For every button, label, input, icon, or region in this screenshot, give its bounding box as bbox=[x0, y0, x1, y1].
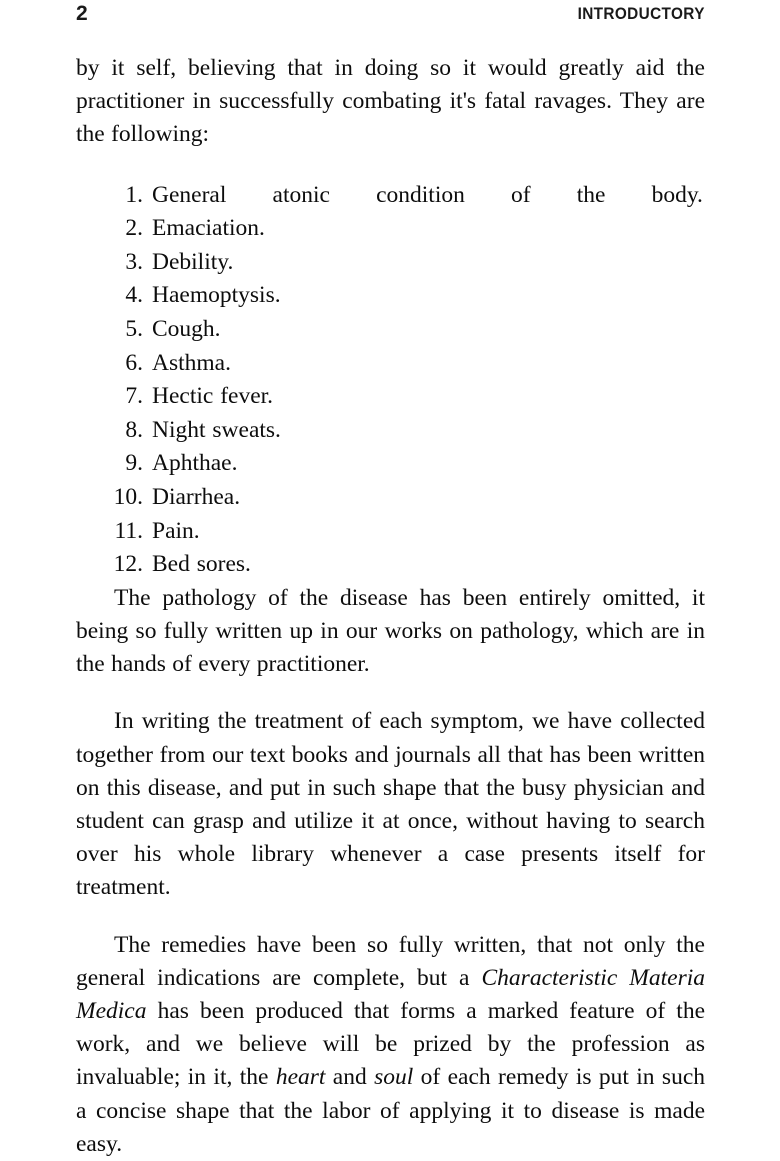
list-item bbox=[76, 447, 705, 481]
list-item bbox=[76, 414, 705, 448]
title-characteristic-materia-medica: Characteristic Materia Medica bbox=[76, 964, 705, 1024]
paragraph-remedies-run-1: The remedies have been so fully written, that not only the general indications are complete, but a bbox=[76, 931, 705, 991]
list-item-text: Aphthae. bbox=[152, 450, 238, 477]
list-item-text bbox=[152, 179, 705, 213]
list-item-text: Diarrhea. bbox=[152, 483, 241, 510]
paragraph-remedies-run-2: has been produced that forms a marked feature of the work, and we believe will be prized by the profession as invaluable; in it, the bbox=[76, 997, 705, 1091]
list-item-text: Asthma. bbox=[152, 349, 231, 376]
list-item-number: 6. bbox=[125, 349, 143, 376]
list-item-text: Hectic fever. bbox=[152, 383, 274, 410]
list-item-number: 9. bbox=[125, 450, 143, 477]
list-item-number: 10. bbox=[113, 483, 143, 510]
paragraph-pathology: The pathology of the disease has been entirely omitted, it being so fully written up in our works on pathology, which are in the hands of every practitioner. bbox=[76, 584, 705, 678]
text-column bbox=[76, 52, 705, 1161]
list-item-number: 5. bbox=[125, 315, 143, 342]
list-item-number: 12. bbox=[113, 551, 143, 578]
list-item-number: 1. bbox=[125, 181, 143, 208]
list-item-word: the bbox=[576, 181, 606, 208]
running-title: INTRODUCTORY bbox=[577, 5, 705, 23]
list-item bbox=[76, 515, 705, 549]
list-item bbox=[76, 212, 705, 246]
list-item-text: Cough. bbox=[152, 315, 221, 342]
list-item-text: Debility. bbox=[152, 248, 234, 275]
list-item bbox=[76, 313, 705, 347]
list-item bbox=[76, 279, 705, 313]
running-head bbox=[76, 2, 705, 28]
list-item-word: atonic bbox=[272, 181, 330, 208]
list-item-word: condition bbox=[376, 181, 465, 208]
list-item-word: General bbox=[152, 181, 227, 208]
emphasis-soul: soul bbox=[374, 1064, 414, 1091]
list-item bbox=[76, 481, 705, 515]
list-item bbox=[76, 548, 705, 582]
emphasis-heart: heart bbox=[275, 1064, 326, 1091]
list-item bbox=[76, 380, 705, 414]
list-item-number: 11. bbox=[114, 517, 143, 544]
list-item bbox=[76, 179, 705, 213]
paragraph-remedies bbox=[76, 929, 705, 1161]
list-item-text: Pain. bbox=[152, 517, 200, 544]
paragraph-continued: by it self, believing that in doing so it would greatly aid the practitioner in successfully combating it's fatal ravages. They are the following: bbox=[76, 55, 705, 148]
symptom-list-container bbox=[76, 179, 705, 582]
list-item-word: body. bbox=[651, 181, 703, 208]
list-item-word: of bbox=[511, 181, 531, 208]
list-item-text: Emaciation. bbox=[152, 215, 265, 242]
paragraph-remedies-run-3: and bbox=[325, 1064, 375, 1091]
list-item bbox=[76, 246, 705, 280]
list-item-number: 7. bbox=[125, 383, 143, 410]
list-item-number: 8. bbox=[125, 416, 143, 443]
list-item-text: Haemoptysis. bbox=[152, 282, 281, 309]
page-number: 2 bbox=[76, 2, 88, 25]
list-item-text: Bed sores. bbox=[152, 551, 251, 578]
list-item-number: 4. bbox=[125, 282, 143, 309]
paragraph-remedies-run-4: of each remedy is put in such a concise shape that the labor of applying it to disease is made easy. bbox=[76, 1064, 705, 1157]
list-item-text: Night sweats. bbox=[152, 416, 281, 443]
list-item bbox=[76, 347, 705, 381]
symptom-list bbox=[76, 179, 705, 582]
paragraph-treatment: In writing the treatment of each symptom, we have collected together from our text books and journals all that has been written on this disease, and put in such shape that the busy physician and student can grasp and utilize it at once, without having to search over his whole library whenever a case presents itself for treatment. bbox=[76, 708, 705, 901]
list-item-number: 3. bbox=[125, 248, 143, 275]
list-item-number: 2. bbox=[125, 215, 143, 242]
